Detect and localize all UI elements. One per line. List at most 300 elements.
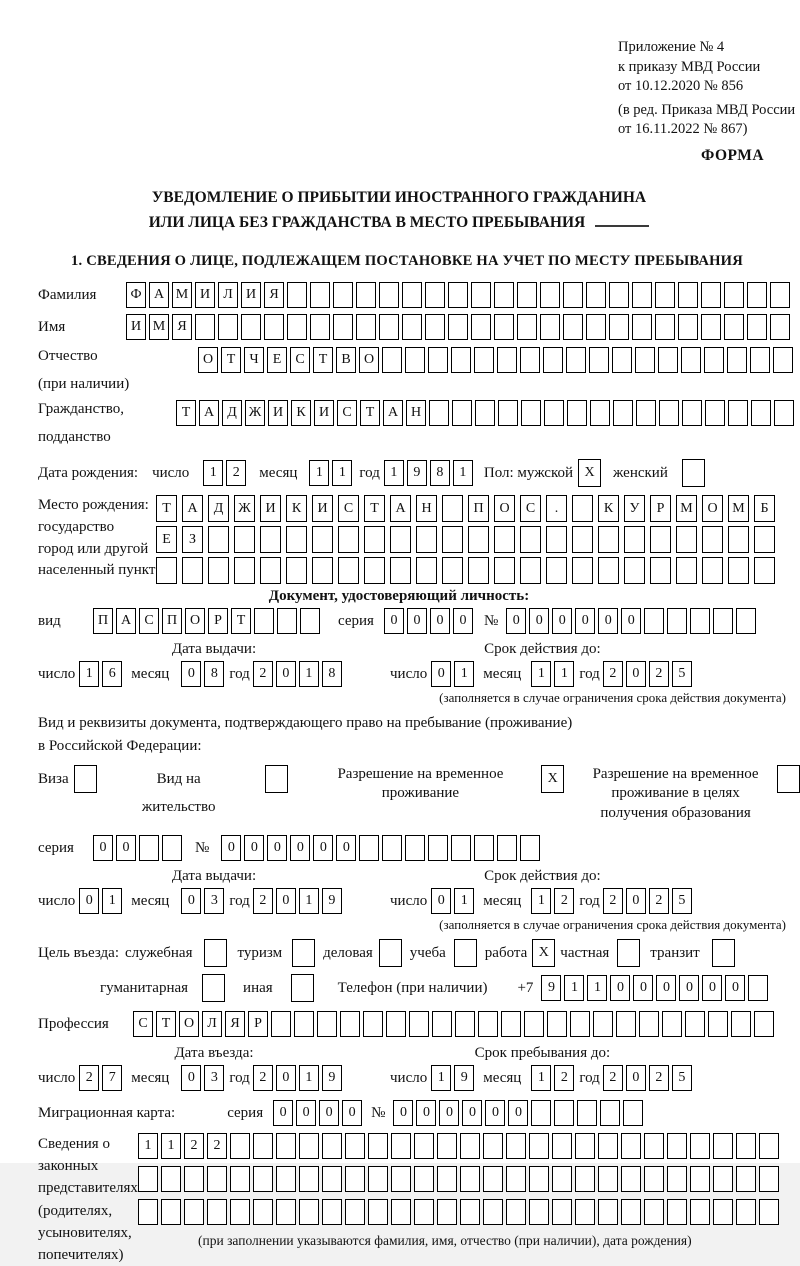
form-cell[interactable] [442, 495, 463, 522]
form-cell[interactable]: М [172, 282, 192, 308]
form-cell[interactable]: 1 [453, 460, 473, 486]
form-cell[interactable]: С [133, 1011, 153, 1037]
form-cell[interactable]: 0 [181, 1065, 201, 1091]
form-cell[interactable] [253, 1199, 273, 1225]
form-cell[interactable]: 0 [462, 1100, 482, 1126]
form-cell[interactable] [161, 1166, 181, 1192]
form-cell[interactable] [468, 557, 489, 584]
form-cell[interactable] [322, 1199, 342, 1225]
form-cell[interactable]: С [290, 347, 310, 373]
form-cell[interactable] [345, 1199, 365, 1225]
form-cell[interactable] [736, 608, 756, 634]
form-cell[interactable] [572, 495, 593, 522]
form-cell[interactable] [379, 282, 399, 308]
form-cell[interactable] [460, 1166, 480, 1192]
form-cell[interactable] [712, 939, 735, 967]
form-cell[interactable] [747, 314, 767, 340]
form-cell[interactable] [598, 1199, 618, 1225]
form-cell[interactable] [621, 1166, 641, 1192]
form-cell[interactable]: 2 [554, 888, 574, 914]
form-cell[interactable]: А [116, 608, 136, 634]
form-cell[interactable]: Р [650, 495, 671, 522]
form-cell[interactable] [184, 1199, 204, 1225]
form-cell[interactable] [356, 314, 376, 340]
form-cell[interactable]: Д [222, 400, 242, 426]
form-cell[interactable]: 8 [430, 460, 450, 486]
form-cell[interactable] [442, 526, 463, 553]
form-cell[interactable] [544, 400, 564, 426]
form-cell[interactable] [678, 282, 698, 308]
form-cell[interactable] [728, 400, 748, 426]
form-cell[interactable]: 0 [276, 1065, 296, 1091]
form-cell[interactable]: К [291, 400, 311, 426]
form-cell[interactable] [414, 1133, 434, 1159]
form-cell[interactable]: Я [264, 282, 284, 308]
form-cell[interactable] [613, 400, 633, 426]
form-cell[interactable] [425, 282, 445, 308]
form-cell[interactable] [632, 282, 652, 308]
form-cell[interactable]: О [185, 608, 205, 634]
form-cell[interactable] [390, 557, 411, 584]
form-cell[interactable]: Т [360, 400, 380, 426]
form-cell[interactable]: Р [248, 1011, 268, 1037]
form-cell[interactable] [598, 526, 619, 553]
form-cell[interactable] [291, 974, 314, 1002]
form-cell[interactable] [253, 1166, 273, 1192]
form-cell[interactable]: X [578, 459, 601, 487]
form-cell[interactable] [754, 557, 775, 584]
form-cell[interactable] [409, 1011, 429, 1037]
form-cell[interactable] [621, 1133, 641, 1159]
form-cell[interactable]: Н [406, 400, 426, 426]
form-cell[interactable] [701, 314, 721, 340]
form-cell[interactable] [234, 526, 255, 553]
form-cell[interactable]: 7 [102, 1065, 122, 1091]
form-cell[interactable] [428, 347, 448, 373]
form-cell[interactable] [379, 939, 402, 967]
form-cell[interactable] [708, 1011, 728, 1037]
form-cell[interactable]: 5 [672, 888, 692, 914]
form-cell[interactable] [276, 1133, 296, 1159]
form-cell[interactable]: 1 [587, 975, 607, 1001]
form-cell[interactable]: 2 [253, 661, 273, 687]
form-cell[interactable] [451, 347, 471, 373]
form-cell[interactable] [600, 1100, 620, 1126]
form-cell[interactable] [363, 1011, 383, 1037]
form-cell[interactable] [497, 347, 517, 373]
form-cell[interactable]: 2 [79, 1065, 99, 1091]
form-cell[interactable]: 1 [79, 661, 99, 687]
form-cell[interactable]: А [383, 400, 403, 426]
form-cell[interactable] [612, 347, 632, 373]
form-cell[interactable] [681, 347, 701, 373]
form-cell[interactable]: А [182, 495, 203, 522]
form-cell[interactable] [474, 835, 494, 861]
form-cell[interactable] [382, 835, 402, 861]
form-cell[interactable]: 0 [431, 661, 451, 687]
form-cell[interactable]: Е [267, 347, 287, 373]
form-cell[interactable] [690, 1199, 710, 1225]
form-cell[interactable] [705, 400, 725, 426]
form-cell[interactable] [748, 975, 768, 1001]
form-cell[interactable] [416, 557, 437, 584]
form-cell[interactable] [368, 1166, 388, 1192]
form-cell[interactable]: 2 [184, 1133, 204, 1159]
form-cell[interactable] [702, 557, 723, 584]
form-cell[interactable]: Л [202, 1011, 222, 1037]
form-cell[interactable] [655, 282, 675, 308]
form-cell[interactable]: 1 [454, 888, 474, 914]
form-cell[interactable] [442, 557, 463, 584]
form-cell[interactable] [724, 282, 744, 308]
form-cell[interactable] [292, 939, 315, 967]
form-cell[interactable] [529, 1133, 549, 1159]
form-cell[interactable] [405, 835, 425, 861]
form-cell[interactable] [345, 1166, 365, 1192]
form-cell[interactable]: 0 [79, 888, 99, 914]
form-cell[interactable]: 5 [672, 1065, 692, 1091]
form-cell[interactable] [230, 1133, 250, 1159]
form-cell[interactable] [547, 1011, 567, 1037]
form-cell[interactable] [770, 314, 790, 340]
form-cell[interactable] [589, 347, 609, 373]
form-cell[interactable] [540, 314, 560, 340]
form-cell[interactable] [471, 314, 491, 340]
form-cell[interactable] [382, 347, 402, 373]
form-cell[interactable] [390, 526, 411, 553]
form-cell[interactable] [333, 282, 353, 308]
form-cell[interactable] [234, 557, 255, 584]
form-cell[interactable] [475, 400, 495, 426]
form-cell[interactable]: 1 [309, 460, 329, 486]
form-cell[interactable] [429, 400, 449, 426]
form-cell[interactable]: 3 [204, 1065, 224, 1091]
form-cell[interactable] [572, 557, 593, 584]
form-cell[interactable] [506, 1166, 526, 1192]
form-cell[interactable]: 0 [552, 608, 572, 634]
form-cell[interactable] [506, 1199, 526, 1225]
form-cell[interactable] [391, 1133, 411, 1159]
form-cell[interactable] [546, 557, 567, 584]
form-cell[interactable] [299, 1133, 319, 1159]
form-cell[interactable] [590, 400, 610, 426]
form-cell[interactable] [609, 282, 629, 308]
form-cell[interactable] [575, 1133, 595, 1159]
form-cell[interactable] [202, 974, 225, 1002]
form-cell[interactable]: 9 [541, 975, 561, 1001]
form-cell[interactable] [468, 526, 489, 553]
form-cell[interactable] [312, 557, 333, 584]
form-cell[interactable] [520, 557, 541, 584]
form-cell[interactable]: X [541, 765, 564, 793]
form-cell[interactable] [317, 1011, 337, 1037]
form-cell[interactable] [437, 1133, 457, 1159]
form-cell[interactable]: X [532, 939, 555, 967]
form-cell[interactable] [322, 1166, 342, 1192]
form-cell[interactable]: Т [221, 347, 241, 373]
form-cell[interactable]: Д [208, 495, 229, 522]
form-cell[interactable] [402, 314, 422, 340]
form-cell[interactable] [494, 314, 514, 340]
form-cell[interactable] [639, 1011, 659, 1037]
form-cell[interactable] [704, 347, 724, 373]
form-cell[interactable] [184, 1166, 204, 1192]
form-cell[interactable]: П [93, 608, 113, 634]
form-cell[interactable]: Т [231, 608, 251, 634]
form-cell[interactable] [682, 400, 702, 426]
form-cell[interactable] [460, 1133, 480, 1159]
form-cell[interactable]: 0 [529, 608, 549, 634]
form-cell[interactable] [586, 282, 606, 308]
form-cell[interactable]: 9 [322, 1065, 342, 1091]
form-cell[interactable] [478, 1011, 498, 1037]
form-cell[interactable]: О [198, 347, 218, 373]
form-cell[interactable]: 0 [626, 888, 646, 914]
form-cell[interactable] [754, 526, 775, 553]
form-cell[interactable] [736, 1166, 756, 1192]
form-cell[interactable]: 0 [313, 835, 333, 861]
form-cell[interactable]: О [702, 495, 723, 522]
form-cell[interactable] [644, 1199, 664, 1225]
form-cell[interactable]: О [494, 495, 515, 522]
form-cell[interactable]: 1 [531, 1065, 551, 1091]
form-cell[interactable] [506, 1133, 526, 1159]
form-cell[interactable]: Ф [126, 282, 146, 308]
form-cell[interactable]: И [126, 314, 146, 340]
form-cell[interactable] [260, 557, 281, 584]
form-cell[interactable]: 0 [485, 1100, 505, 1126]
form-cell[interactable]: 0 [276, 888, 296, 914]
form-cell[interactable]: 0 [407, 608, 427, 634]
form-cell[interactable] [162, 835, 182, 861]
form-cell[interactable] [414, 1166, 434, 1192]
form-cell[interactable] [777, 765, 800, 793]
form-cell[interactable] [736, 1133, 756, 1159]
form-cell[interactable] [364, 526, 385, 553]
form-cell[interactable]: А [149, 282, 169, 308]
form-cell[interactable] [774, 400, 794, 426]
form-cell[interactable] [552, 1133, 572, 1159]
form-cell[interactable]: 0 [679, 975, 699, 1001]
form-cell[interactable]: 0 [336, 835, 356, 861]
form-cell[interactable] [276, 1199, 296, 1225]
form-cell[interactable] [448, 282, 468, 308]
form-cell[interactable] [731, 1011, 751, 1037]
form-cell[interactable] [264, 314, 284, 340]
form-cell[interactable] [593, 1011, 613, 1037]
form-cell[interactable]: Т [156, 1011, 176, 1037]
form-cell[interactable] [624, 557, 645, 584]
form-cell[interactable]: И [314, 400, 334, 426]
form-cell[interactable] [277, 608, 297, 634]
form-cell[interactable]: И [241, 282, 261, 308]
form-cell[interactable] [659, 400, 679, 426]
form-cell[interactable]: 1 [554, 661, 574, 687]
form-cell[interactable]: И [195, 282, 215, 308]
form-cell[interactable] [747, 282, 767, 308]
form-cell[interactable] [294, 1011, 314, 1037]
form-cell[interactable] [253, 1133, 273, 1159]
form-cell[interactable] [616, 1011, 636, 1037]
form-cell[interactable]: И [268, 400, 288, 426]
form-cell[interactable] [750, 347, 770, 373]
form-cell[interactable]: Н [416, 495, 437, 522]
form-cell[interactable] [208, 557, 229, 584]
form-cell[interactable]: 0 [416, 1100, 436, 1126]
form-cell[interactable]: 0 [221, 835, 241, 861]
form-cell[interactable] [368, 1199, 388, 1225]
form-cell[interactable]: 5 [672, 661, 692, 687]
form-cell[interactable] [577, 1100, 597, 1126]
form-cell[interactable] [230, 1166, 250, 1192]
form-cell[interactable] [521, 400, 541, 426]
form-cell[interactable]: 0 [656, 975, 676, 1001]
form-cell[interactable] [598, 1166, 618, 1192]
form-cell[interactable]: 0 [276, 661, 296, 687]
form-cell[interactable]: Т [156, 495, 177, 522]
form-cell[interactable]: 0 [626, 661, 646, 687]
form-cell[interactable] [471, 282, 491, 308]
form-cell[interactable] [299, 1166, 319, 1192]
form-cell[interactable]: А [199, 400, 219, 426]
form-cell[interactable]: Б [754, 495, 775, 522]
form-cell[interactable]: 2 [649, 1065, 669, 1091]
form-cell[interactable] [563, 282, 583, 308]
form-cell[interactable] [563, 314, 583, 340]
form-cell[interactable] [483, 1133, 503, 1159]
form-cell[interactable] [494, 526, 515, 553]
form-cell[interactable] [455, 1011, 475, 1037]
form-cell[interactable] [432, 1011, 452, 1037]
form-cell[interactable] [474, 347, 494, 373]
form-cell[interactable] [276, 1166, 296, 1192]
form-cell[interactable] [543, 347, 563, 373]
form-cell[interactable] [338, 526, 359, 553]
form-cell[interactable] [575, 1199, 595, 1225]
form-cell[interactable] [460, 1199, 480, 1225]
form-cell[interactable] [650, 557, 671, 584]
form-cell[interactable] [416, 526, 437, 553]
form-cell[interactable]: 0 [342, 1100, 362, 1126]
form-cell[interactable] [690, 1166, 710, 1192]
form-cell[interactable]: 2 [603, 888, 623, 914]
form-cell[interactable] [207, 1166, 227, 1192]
form-cell[interactable] [494, 557, 515, 584]
form-cell[interactable] [678, 314, 698, 340]
form-cell[interactable] [567, 400, 587, 426]
form-cell[interactable]: Т [313, 347, 333, 373]
form-cell[interactable] [448, 314, 468, 340]
form-cell[interactable] [685, 1011, 705, 1037]
form-cell[interactable]: 0 [290, 835, 310, 861]
form-cell[interactable]: 1 [102, 888, 122, 914]
form-cell[interactable] [575, 1166, 595, 1192]
form-cell[interactable]: Я [172, 314, 192, 340]
form-cell[interactable]: С [338, 495, 359, 522]
form-cell[interactable] [379, 314, 399, 340]
form-cell[interactable] [425, 314, 445, 340]
form-cell[interactable] [428, 835, 448, 861]
form-cell[interactable] [207, 1199, 227, 1225]
form-cell[interactable] [195, 314, 215, 340]
form-cell[interactable] [636, 400, 656, 426]
form-cell[interactable]: С [520, 495, 541, 522]
form-cell[interactable] [554, 1100, 574, 1126]
form-cell[interactable] [690, 1133, 710, 1159]
form-cell[interactable] [529, 1199, 549, 1225]
form-cell[interactable]: Е [156, 526, 177, 553]
form-cell[interactable]: 8 [322, 661, 342, 687]
form-cell[interactable] [386, 1011, 406, 1037]
form-cell[interactable] [524, 1011, 544, 1037]
form-cell[interactable] [402, 282, 422, 308]
form-cell[interactable] [520, 835, 540, 861]
form-cell[interactable] [623, 1100, 643, 1126]
form-cell[interactable]: Р [208, 608, 228, 634]
form-cell[interactable]: К [598, 495, 619, 522]
form-cell[interactable] [391, 1166, 411, 1192]
form-cell[interactable]: Т [364, 495, 385, 522]
form-cell[interactable]: 2 [253, 888, 273, 914]
form-cell[interactable]: 0 [621, 608, 641, 634]
form-cell[interactable] [310, 314, 330, 340]
form-cell[interactable] [724, 314, 744, 340]
form-cell[interactable] [451, 835, 471, 861]
form-cell[interactable] [364, 557, 385, 584]
form-cell[interactable] [483, 1166, 503, 1192]
form-cell[interactable]: З [182, 526, 203, 553]
form-cell[interactable] [754, 1011, 774, 1037]
form-cell[interactable] [299, 1199, 319, 1225]
form-cell[interactable]: 1 [332, 460, 352, 486]
form-cell[interactable] [667, 1199, 687, 1225]
form-cell[interactable] [359, 835, 379, 861]
form-cell[interactable] [728, 526, 749, 553]
form-cell[interactable]: 1 [203, 460, 223, 486]
form-cell[interactable] [520, 347, 540, 373]
form-cell[interactable] [751, 400, 771, 426]
form-cell[interactable] [655, 314, 675, 340]
form-cell[interactable] [690, 608, 710, 634]
form-cell[interactable] [138, 1199, 158, 1225]
form-cell[interactable] [552, 1166, 572, 1192]
form-cell[interactable] [483, 1199, 503, 1225]
form-cell[interactable]: 2 [207, 1133, 227, 1159]
form-cell[interactable]: 0 [181, 661, 201, 687]
form-cell[interactable]: 6 [102, 661, 122, 687]
form-cell[interactable]: 1 [564, 975, 584, 1001]
form-cell[interactable] [770, 282, 790, 308]
form-cell[interactable] [286, 526, 307, 553]
form-cell[interactable] [204, 939, 227, 967]
form-cell[interactable] [702, 526, 723, 553]
form-cell[interactable]: Ж [234, 495, 255, 522]
form-cell[interactable]: С [139, 608, 159, 634]
form-cell[interactable] [405, 347, 425, 373]
form-cell[interactable] [662, 1011, 682, 1037]
form-cell[interactable]: 1 [161, 1133, 181, 1159]
form-cell[interactable] [566, 347, 586, 373]
form-cell[interactable] [644, 1166, 664, 1192]
form-cell[interactable]: 8 [204, 661, 224, 687]
form-cell[interactable]: 0 [393, 1100, 413, 1126]
form-cell[interactable]: 1 [299, 888, 319, 914]
form-cell[interactable] [773, 347, 793, 373]
form-cell[interactable]: 2 [649, 888, 669, 914]
form-cell[interactable] [759, 1166, 779, 1192]
form-cell[interactable]: П [468, 495, 489, 522]
form-cell[interactable]: 1 [531, 661, 551, 687]
